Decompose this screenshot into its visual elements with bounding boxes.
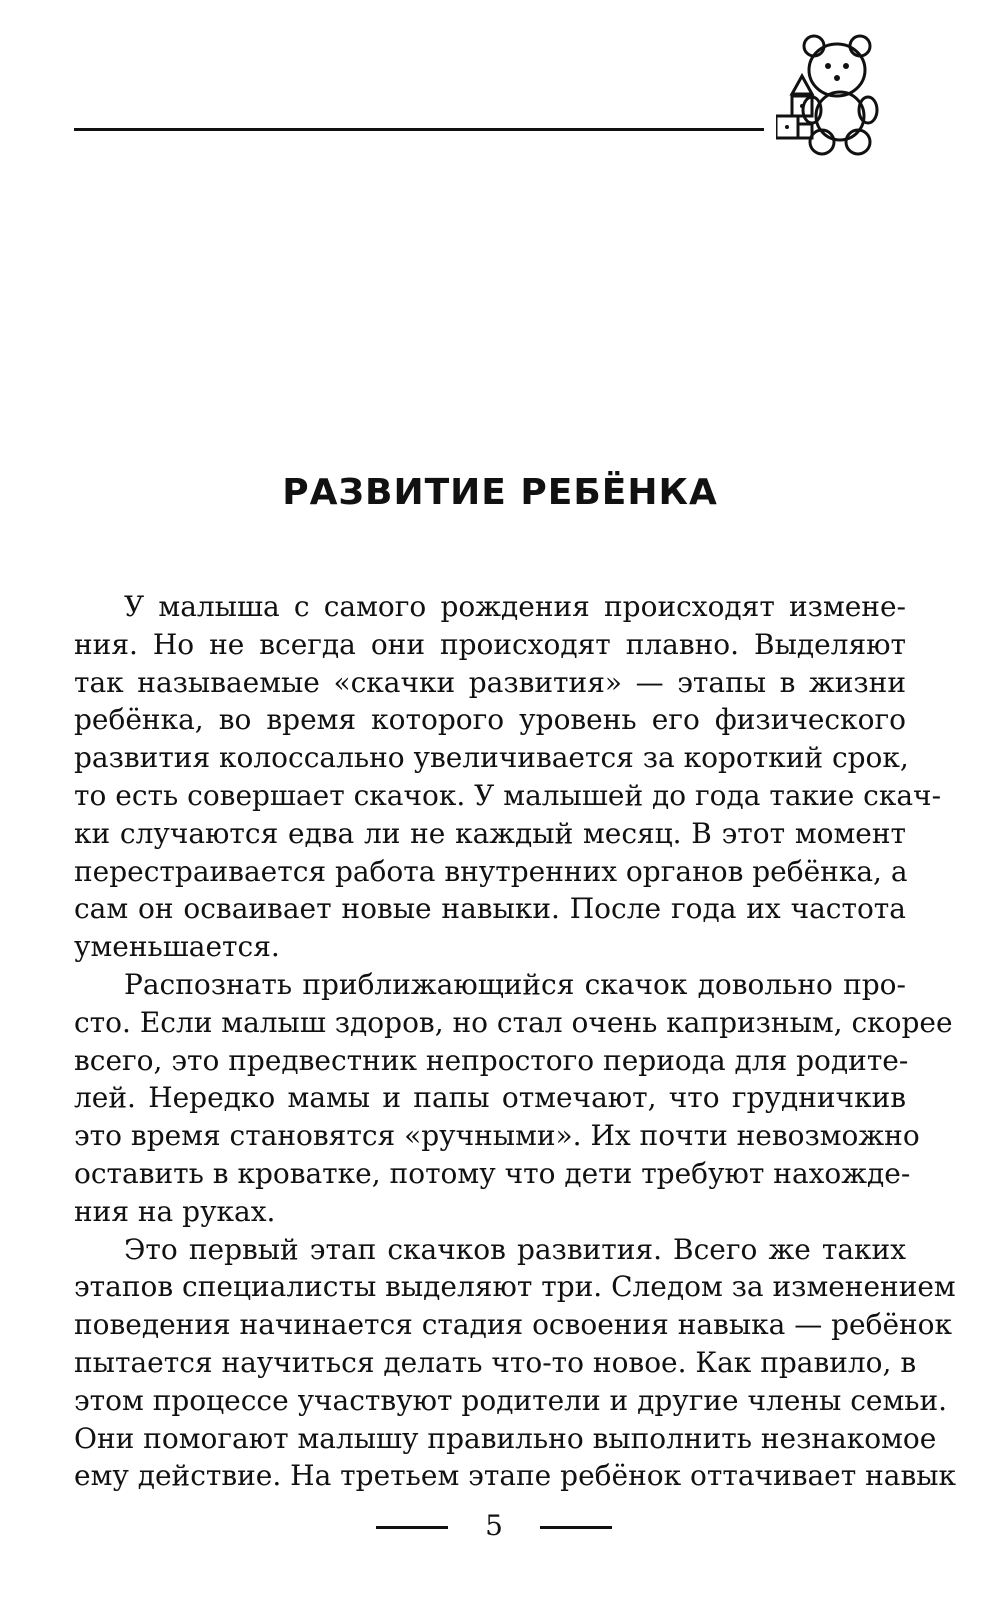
text-line: ребёнка, во время которого уровень его физического (74, 703, 906, 737)
text-line: так называемые «скачки развития» — этапы в жизни (74, 665, 906, 699)
page-footer (0, 1506, 1000, 1546)
text-line: пытается научиться делать что-то новое. Как правило, в (74, 1345, 917, 1379)
text-line: развития колоссально увеличивается за короткий срок, (74, 741, 909, 775)
text-line: У малыша с самого рождения происходят измене- (124, 590, 906, 623)
text-line: всего, это предвестник непростого периода для родите- (74, 1043, 909, 1077)
text-line: перестраивается работа внутренних органов ребёнка, а (74, 854, 908, 888)
text-line: ния на руках. (74, 1194, 276, 1228)
teddy-bear-with-blocks-icon (776, 32, 916, 162)
footer-rule-left (376, 1526, 448, 1529)
paragraph (74, 1231, 957, 1496)
paragraph (74, 966, 953, 1231)
text-line: этом процессе участвуют родители и другие члены семьи. (74, 1383, 948, 1417)
text-line: Распознать приближающийся скачок довольно про- (124, 967, 906, 1001)
body-text (74, 588, 957, 1495)
text-line: этапов специалисты выделяют три. Следом за изменением (74, 1270, 956, 1304)
page-number: 5 (485, 1509, 503, 1542)
text-line: Они помогают малышу правильно выполнить незнакомое (74, 1421, 937, 1455)
text-line: ему действие. На третьем этапе ребёнок оттачивает навык (74, 1459, 957, 1493)
text-line: то есть совершает скачок. У малышей до года такие скач- (74, 778, 942, 812)
text-line: поведения начинается стадия освоения навыка — ребёнок (74, 1308, 953, 1342)
text-line: сам он осваивает новые навыки. После года их частота (74, 892, 906, 926)
text-line: ния. Но не всегда они происходят плавно. Выделяют (74, 627, 906, 661)
header-rule (74, 128, 764, 131)
text-line: это время становятся «ручными». Их почти невозможно (74, 1119, 920, 1153)
text-line: ки случаются едва ли не каждый месяц. В этот момент (74, 816, 906, 850)
text-line: оставить в кроватке, потому что дети требуют нахожде- (74, 1156, 911, 1190)
text-line: сто. Если малыш здоров, но стал очень капризным, скорее (74, 1005, 953, 1039)
text-line: уменьшается. (74, 930, 280, 964)
footer-rule-right (540, 1526, 612, 1529)
chapter-title: РАЗВИТИЕ РЕБЁНКА (282, 472, 718, 513)
text-line: лей. Нередко мамы и папы отмечают, что грудничкив (74, 1081, 906, 1115)
text-line: Это первый этап скачков развития. Всего же таких (124, 1232, 906, 1266)
paragraph (74, 588, 942, 966)
